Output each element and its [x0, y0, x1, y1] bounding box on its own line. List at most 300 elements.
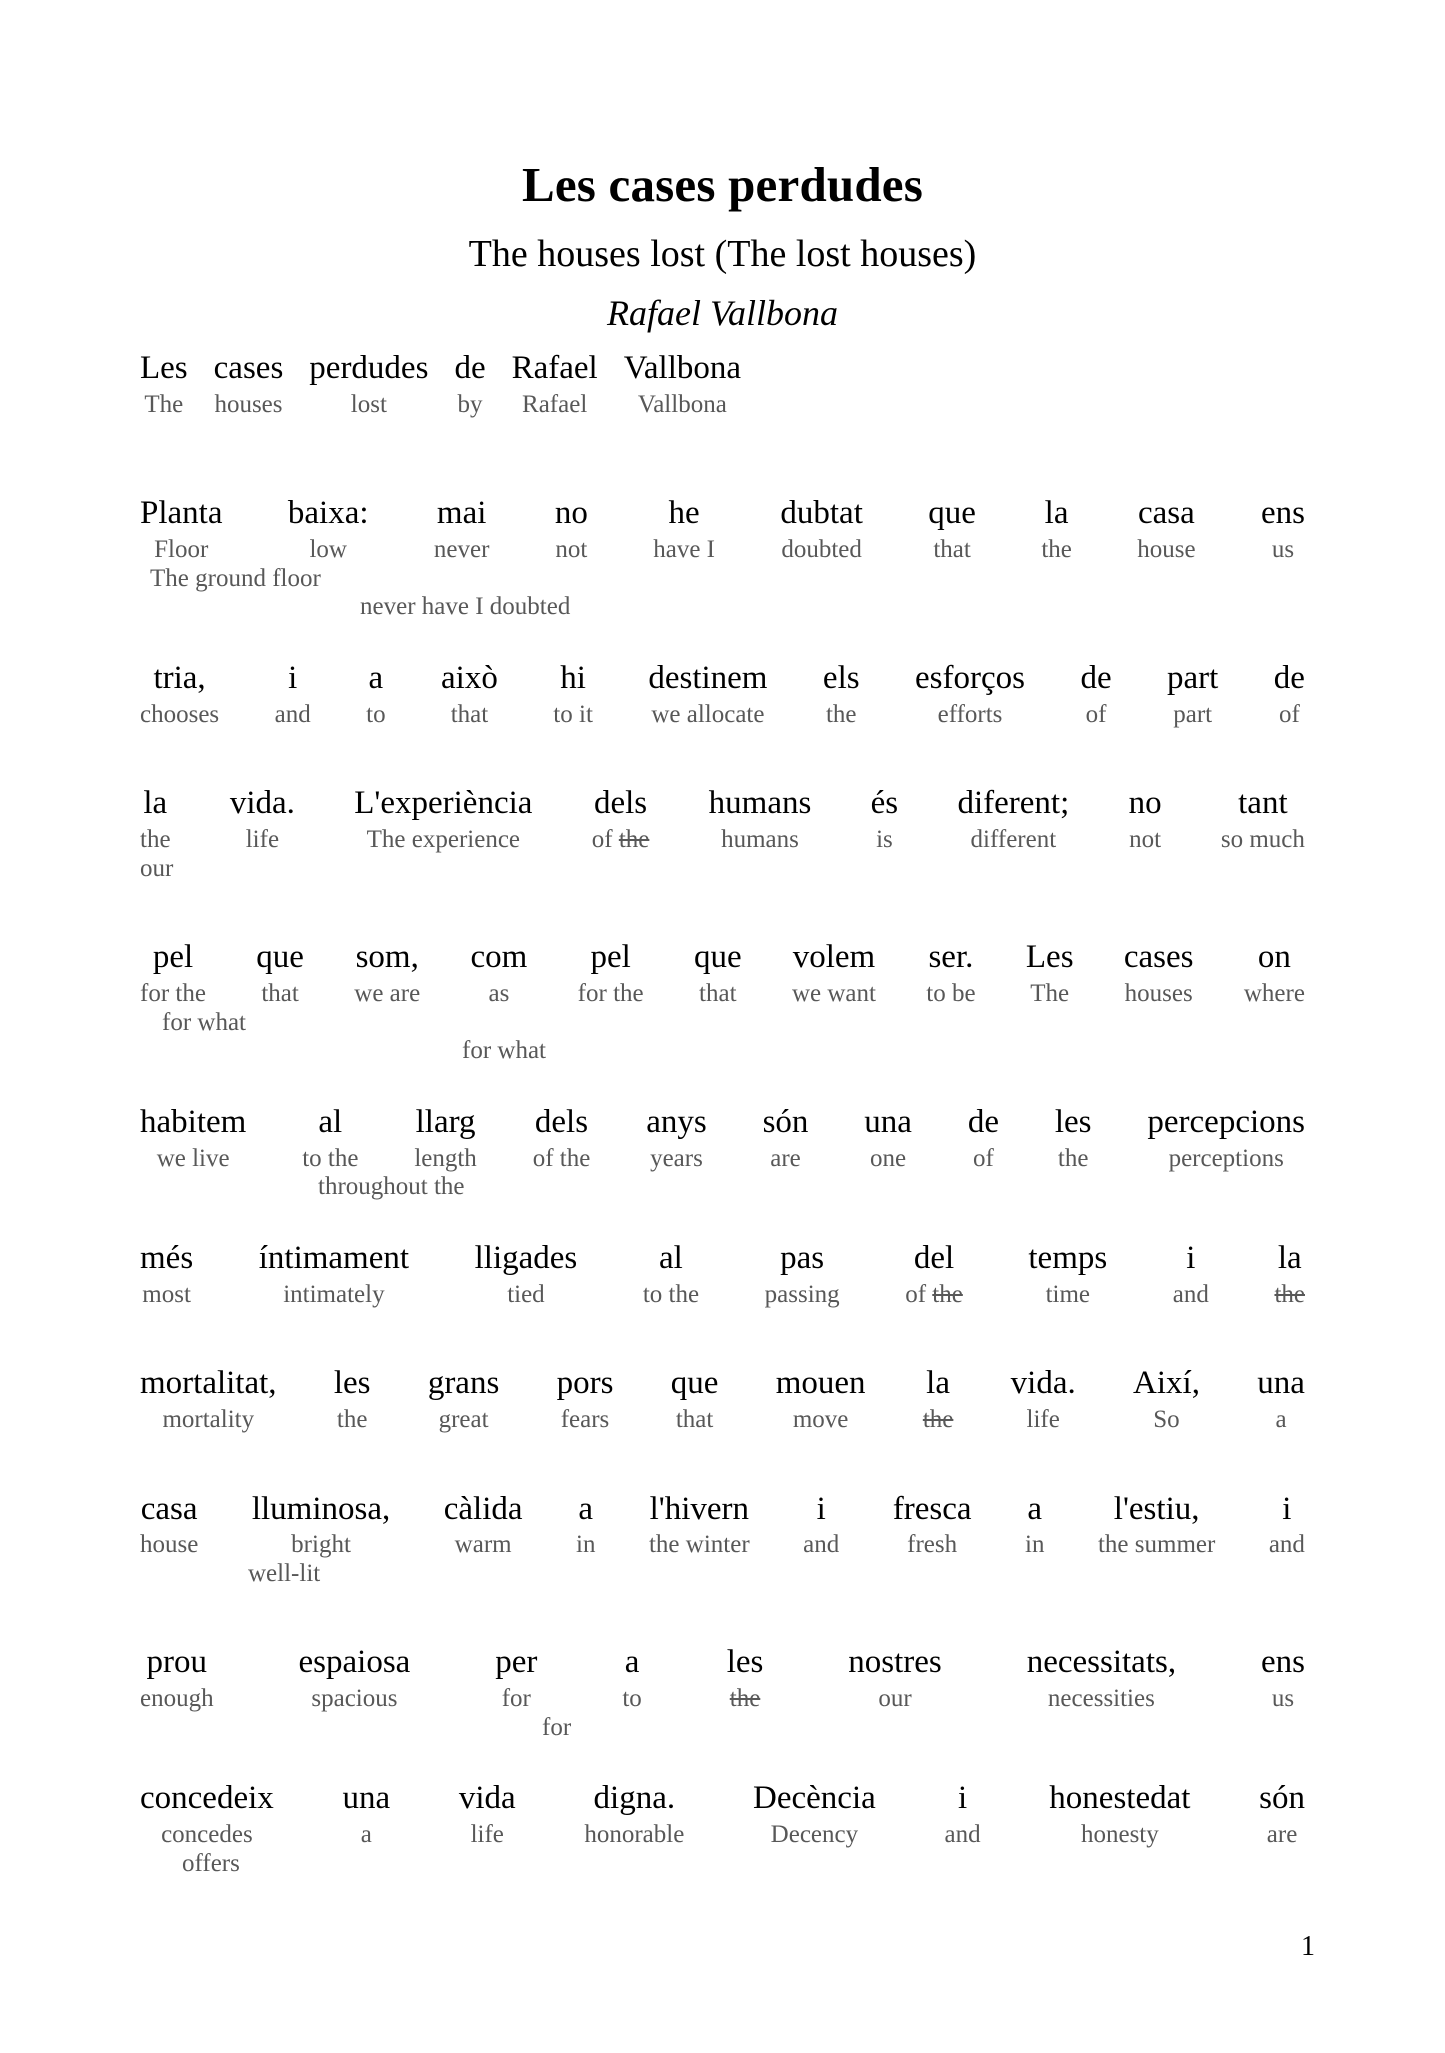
gloss-source-word: de — [454, 350, 486, 386]
gloss-target-word: us — [1271, 1685, 1295, 1713]
gloss-target-word: tied — [507, 1280, 545, 1308]
gloss-source-word: de — [967, 1103, 999, 1140]
gloss-alternate-row — [140, 564, 1305, 595]
gloss-target-word: the summer — [1097, 1531, 1216, 1559]
gloss-target-word: Vallbona — [637, 390, 727, 418]
gloss-source-word: que — [670, 1365, 719, 1402]
gloss-unit — [1025, 1490, 1044, 1561]
gloss-alternate-text: our — [140, 854, 174, 882]
gloss-source-word: Vallbona — [623, 350, 742, 386]
gloss-alternate-row — [140, 1008, 1305, 1039]
gloss-target-word: fresh — [907, 1531, 958, 1559]
gloss-block — [140, 784, 1305, 884]
gloss-line — [140, 1490, 1305, 1561]
gloss-block — [140, 1779, 1305, 1879]
gloss-target-word: the winter — [648, 1531, 750, 1559]
gloss-block — [140, 1239, 1305, 1310]
gloss-unit — [441, 659, 498, 730]
gloss-unit — [1041, 494, 1072, 565]
gloss-unit — [1028, 1239, 1107, 1310]
gloss-unit — [926, 938, 975, 1009]
gloss-target-word: houses — [1124, 980, 1193, 1008]
gloss-source-word: mouen — [775, 1365, 866, 1402]
gloss-unit — [140, 1643, 214, 1714]
gloss-alternate-row — [140, 1559, 1305, 1590]
gloss-target-word: house — [1137, 536, 1196, 564]
gloss-target-word: to the — [642, 1280, 700, 1308]
gloss-source-word: les — [333, 1365, 371, 1402]
gloss-unit — [646, 1103, 707, 1174]
gloss-unit — [1055, 1103, 1092, 1174]
gloss-block — [140, 349, 1305, 420]
gloss-source-word: prou — [146, 1644, 208, 1681]
gloss-alternate-spacer — [140, 1008, 162, 1039]
gloss-line — [140, 938, 1305, 1009]
gloss-source-word: esforços — [915, 659, 1025, 696]
gloss-source-word: ser. — [928, 939, 974, 976]
gloss-spacer — [140, 1310, 1305, 1346]
gloss-source-word: vida — [458, 1780, 516, 1817]
gloss-unit — [780, 494, 862, 565]
gloss-target-word — [923, 1405, 954, 1436]
gloss-unit — [776, 1364, 866, 1435]
gloss-source-word: que — [256, 939, 304, 976]
gloss-target-word: warm — [454, 1531, 512, 1559]
gloss-unit — [792, 938, 876, 1009]
gloss-unit — [299, 1643, 411, 1714]
gloss-line — [140, 494, 1305, 565]
gloss-target-word: spacious — [311, 1685, 398, 1713]
gloss-source-word: diferent; — [957, 785, 1070, 822]
gloss-unit — [475, 1239, 578, 1310]
gloss-source-word: Així, — [1133, 1365, 1200, 1402]
gloss-source-word: i — [288, 659, 298, 696]
gloss-target-word: and — [1268, 1531, 1305, 1559]
gloss-target-word: time — [1045, 1280, 1091, 1308]
gloss-line — [140, 659, 1305, 730]
gloss-unit — [354, 784, 532, 855]
gloss-alternate-text: for what — [462, 1037, 546, 1065]
gloss-line — [140, 784, 1305, 855]
gloss-target-word: The experience — [366, 826, 521, 854]
gloss-target-word: that — [261, 980, 299, 1008]
gloss-source-word: percepcions — [1147, 1103, 1305, 1140]
gloss-unit — [753, 1779, 876, 1850]
gloss-source-word: íntimament — [258, 1239, 410, 1276]
gloss-target-word: us — [1271, 536, 1295, 564]
gloss-target-word: that — [450, 700, 489, 728]
gloss-line — [140, 349, 1305, 420]
gloss-target-word: lost — [350, 390, 387, 418]
gloss-alternate-row — [140, 1036, 1305, 1067]
gloss-target-text: of — [591, 826, 619, 854]
gloss-unit — [648, 659, 767, 730]
gloss-target-word: is — [876, 826, 893, 854]
gloss-source-word: cases — [1123, 939, 1194, 976]
gloss-source-word: les — [726, 1644, 764, 1681]
gloss-line — [140, 1103, 1305, 1174]
gloss-target-word: necessities — [1047, 1685, 1155, 1713]
gloss-unit — [671, 1364, 719, 1435]
gloss-target-word: in — [1025, 1531, 1045, 1559]
gloss-target-word: and — [944, 1821, 981, 1849]
gloss-target-word: life — [1026, 1406, 1060, 1433]
gloss-unit — [1221, 784, 1305, 855]
gloss-unit — [512, 349, 598, 420]
gloss-target-word: the — [140, 826, 171, 854]
gloss-source-word: casa — [1138, 495, 1195, 532]
gloss-unit — [1269, 1490, 1305, 1561]
gloss-source-word: del — [913, 1239, 955, 1276]
gloss-spacer — [140, 884, 1305, 920]
gloss-unit — [354, 938, 420, 1009]
gloss-alternate-text: never have I doubted — [360, 593, 571, 621]
gloss-target-word: of the — [532, 1144, 591, 1172]
gloss-unit — [259, 1239, 409, 1310]
gloss-source-word: que — [928, 495, 976, 532]
interlinear-gloss-body — [140, 349, 1305, 1879]
gloss-spacer — [140, 1067, 1305, 1085]
gloss-target-word: life — [470, 1821, 504, 1849]
gloss-unit — [428, 1364, 499, 1435]
gloss-source-word: una — [342, 1780, 391, 1817]
gloss-target-struck-text: the — [932, 1280, 963, 1308]
gloss-target-word — [905, 1280, 963, 1311]
gloss-source-word: això — [441, 659, 498, 696]
gloss-source-word: pors — [556, 1365, 614, 1402]
gloss-unit — [923, 1364, 954, 1435]
gloss-alternate-text: The ground floor — [150, 564, 321, 592]
gloss-source-word: Les — [1025, 939, 1074, 976]
gloss-source-word: lluminosa, — [251, 1490, 391, 1527]
gloss-target-word: and — [274, 700, 311, 728]
gloss-target-word: in — [576, 1531, 596, 1559]
gloss-target-word: where — [1243, 980, 1305, 1008]
gloss-line — [140, 1239, 1305, 1310]
gloss-source-word: perdudes — [309, 350, 429, 386]
gloss-unit — [864, 1103, 912, 1174]
gloss-alternate-row — [140, 1849, 1305, 1880]
gloss-target-word: most — [142, 1280, 191, 1308]
gloss-target-word: as — [488, 980, 510, 1008]
gloss-unit — [140, 938, 206, 1009]
gloss-target-word: for the — [140, 980, 206, 1008]
gloss-source-word: i — [1282, 1490, 1292, 1527]
gloss-unit — [649, 1490, 750, 1561]
gloss-target-word: life — [245, 826, 280, 854]
gloss-source-word: volem — [792, 939, 876, 976]
gloss-unit — [214, 349, 284, 420]
gloss-target-word: that — [675, 1406, 714, 1433]
gloss-source-word: els — [822, 659, 860, 696]
gloss-unit — [471, 938, 528, 1009]
gloss-unit — [1133, 1364, 1200, 1435]
gloss-block — [140, 938, 1305, 1066]
gloss-target-text: of — [905, 1280, 933, 1308]
gloss-source-word: dubtat — [780, 495, 863, 532]
gloss-alternate-row — [140, 592, 1305, 623]
gloss-target-word: and — [1172, 1280, 1209, 1308]
gloss-target-word: not — [555, 536, 588, 564]
gloss-unit — [871, 784, 899, 855]
gloss-source-word: vida. — [1010, 1365, 1076, 1402]
gloss-source-word: l'estiu, — [1113, 1490, 1200, 1527]
gloss-target-word: Rafael — [522, 390, 588, 418]
gloss-target-word: one — [870, 1144, 907, 1172]
gloss-target-word: efforts — [937, 700, 1003, 728]
gloss-alternate-row — [140, 1713, 1305, 1744]
gloss-block — [140, 1103, 1305, 1203]
gloss-target-word: part — [1173, 700, 1213, 728]
page-number: 1 — [1301, 1931, 1315, 1962]
gloss-source-word: mai — [436, 495, 487, 532]
gloss-source-word: vida. — [229, 785, 295, 822]
gloss-target-word: so much — [1220, 826, 1305, 854]
gloss-target-word: concedes — [161, 1821, 253, 1849]
gloss-source-word: com — [470, 939, 528, 976]
gloss-source-word: on — [1257, 939, 1291, 976]
gloss-unit — [727, 1643, 764, 1714]
gloss-target-word: years — [650, 1144, 703, 1172]
gloss-target-word: not — [1129, 826, 1162, 854]
gloss-alternate-spacer — [140, 1036, 462, 1067]
gloss-spacer — [140, 420, 1305, 476]
gloss-unit — [1124, 938, 1194, 1009]
gloss-unit — [230, 784, 295, 855]
gloss-target-word: to — [622, 1685, 642, 1713]
gloss-unit — [553, 659, 593, 730]
gloss-target-word: a — [1275, 1406, 1287, 1433]
gloss-source-word: dels — [593, 785, 648, 822]
page-subtitle: The houses lost (The lost houses) — [468, 233, 977, 275]
gloss-source-word: a — [368, 659, 384, 696]
gloss-target-word: a — [360, 1821, 372, 1849]
gloss-source-word: una — [1257, 1365, 1305, 1402]
gloss-unit — [140, 494, 222, 565]
gloss-unit — [694, 938, 742, 1009]
gloss-unit — [928, 494, 976, 565]
gloss-target-word: we live — [156, 1144, 230, 1172]
gloss-source-word: les — [1054, 1103, 1092, 1140]
gloss-spacer — [140, 1436, 1305, 1472]
gloss-source-word: al — [318, 1103, 343, 1140]
gloss-unit — [454, 349, 485, 420]
gloss-source-word: la — [143, 785, 168, 822]
gloss-source-word: tria, — [153, 659, 206, 696]
gloss-unit — [622, 1643, 641, 1714]
gloss-target-word: the — [825, 700, 857, 728]
gloss-source-word: és — [870, 785, 899, 822]
gloss-unit — [1274, 659, 1305, 730]
gloss-unit — [1147, 1103, 1305, 1174]
gloss-unit — [848, 1643, 942, 1714]
gloss-target-word: passing — [764, 1280, 840, 1308]
gloss-unit — [140, 349, 188, 420]
gloss-target-word: to be — [926, 980, 976, 1008]
gloss-unit — [584, 1779, 684, 1850]
gloss-target-word: are — [770, 1144, 801, 1172]
gloss-unit — [434, 494, 490, 565]
gloss-target-word: have I — [653, 536, 715, 564]
gloss-unit — [252, 1490, 390, 1561]
gloss-unit — [140, 1239, 193, 1310]
gloss-unit — [763, 1103, 809, 1174]
gloss-target-word: different — [970, 826, 1057, 854]
gloss-source-word: baixa: — [287, 495, 369, 532]
gloss-target-word: that — [699, 980, 737, 1008]
gloss-unit — [1167, 659, 1218, 730]
gloss-unit — [342, 1779, 390, 1850]
gloss-unit — [459, 1779, 516, 1850]
gloss-spacer — [140, 1203, 1305, 1221]
gloss-alternate-spacer — [140, 1713, 542, 1744]
gloss-source-word: tant — [1238, 785, 1288, 822]
gloss-target-word: doubted — [781, 536, 862, 564]
gloss-source-word: llarg — [415, 1103, 476, 1140]
gloss-unit — [557, 1364, 614, 1435]
gloss-unit — [957, 784, 1069, 855]
gloss-source-word: de — [1080, 659, 1112, 696]
gloss-target-word: to — [366, 700, 386, 728]
gloss-target-word: houses — [214, 390, 283, 418]
gloss-source-word: pas — [780, 1239, 825, 1276]
gloss-target-struck-text: the — [618, 826, 650, 854]
gloss-source-word: la — [926, 1365, 950, 1402]
gloss-source-word: humans — [708, 785, 812, 822]
gloss-source-word: Decència — [753, 1780, 876, 1817]
gloss-source-word: a — [578, 1490, 594, 1527]
gloss-source-word: part — [1167, 659, 1219, 696]
gloss-source-word: honestedat — [1049, 1780, 1191, 1817]
gloss-target-word: honorable — [584, 1821, 685, 1849]
gloss-unit — [140, 1779, 274, 1850]
gloss-line — [140, 1779, 1305, 1850]
gloss-unit — [444, 1490, 523, 1561]
gloss-source-word: són — [762, 1103, 809, 1140]
gloss-alternate-text: for what — [162, 1008, 246, 1036]
gloss-target-word: enough — [140, 1685, 214, 1713]
gloss-source-word: a — [1027, 1490, 1043, 1527]
gloss-source-word: dels — [534, 1103, 589, 1140]
gloss-source-word: digna. — [593, 1780, 676, 1817]
gloss-source-word: de — [1273, 659, 1305, 696]
gloss-target-word: Decency — [770, 1821, 859, 1849]
gloss-unit — [1261, 1643, 1305, 1714]
gloss-target-word: to the — [302, 1144, 359, 1172]
gloss-unit — [643, 1239, 699, 1310]
gloss-target-word: for — [501, 1685, 531, 1713]
gloss-source-word: nostres — [848, 1644, 942, 1681]
gloss-target-word: to it — [553, 700, 593, 728]
gloss-source-word: cases — [213, 350, 284, 386]
gloss-unit — [334, 1364, 371, 1435]
gloss-target-word: length — [414, 1144, 477, 1172]
gloss-unit — [1244, 938, 1305, 1009]
gloss-target-word: are — [1266, 1821, 1298, 1849]
gloss-line — [140, 1643, 1305, 1714]
gloss-unit — [624, 349, 741, 420]
gloss-unit — [709, 784, 812, 855]
gloss-block — [140, 1364, 1305, 1435]
gloss-source-word: càlida — [443, 1490, 523, 1527]
gloss-source-word: casa — [140, 1490, 198, 1527]
gloss-line — [140, 1364, 1305, 1435]
gloss-unit — [893, 1490, 972, 1561]
gloss-alternate-row — [140, 854, 1305, 885]
gloss-block — [140, 1643, 1305, 1743]
gloss-source-word: que — [693, 939, 742, 976]
gloss-source-word: Les — [140, 350, 188, 386]
gloss-block — [140, 659, 1305, 730]
gloss-unit — [968, 1103, 999, 1174]
gloss-source-word: destinem — [648, 659, 768, 696]
gloss-target-word: the — [1057, 1144, 1089, 1172]
gloss-target-word: of — [972, 1144, 994, 1172]
gloss-unit — [944, 1779, 980, 1850]
gloss-source-word: ens — [1261, 1644, 1305, 1681]
gloss-source-word: Rafael — [511, 350, 598, 386]
gloss-target-word: great — [438, 1406, 489, 1433]
gloss-source-word: i — [1186, 1239, 1196, 1276]
gloss-source-word: pel — [152, 939, 194, 976]
gloss-unit — [803, 1490, 839, 1561]
gloss-source-word: anys — [646, 1103, 707, 1140]
gloss-unit — [653, 494, 715, 565]
gloss-unit — [275, 659, 311, 730]
gloss-source-word: L'experiència — [354, 785, 533, 822]
gloss-alternate-text: well-lit — [248, 1559, 321, 1587]
gloss-source-word: hi — [560, 659, 586, 696]
gloss-unit — [592, 784, 650, 855]
gloss-source-word: a — [624, 1644, 640, 1681]
gloss-target-word — [730, 1684, 761, 1715]
gloss-target-word: of — [1085, 700, 1107, 728]
gloss-target-word: honesty — [1080, 1821, 1159, 1849]
gloss-target-word: low — [309, 536, 347, 564]
gloss-source-word: fresca — [892, 1490, 972, 1527]
gloss-unit — [1274, 1239, 1305, 1310]
gloss-source-word: espaiosa — [298, 1644, 411, 1681]
gloss-unit — [288, 494, 369, 565]
gloss-source-word: la — [1044, 495, 1069, 532]
gloss-source-word: lligades — [474, 1239, 578, 1276]
gloss-target-word: house — [140, 1531, 199, 1559]
gloss-source-word: mortalitat, — [140, 1365, 277, 1402]
gloss-unit — [140, 1103, 246, 1174]
gloss-unit — [256, 938, 304, 1009]
gloss-target-word: move — [792, 1406, 849, 1433]
gloss-source-word: concedeix — [140, 1780, 274, 1817]
gloss-target-word: The — [144, 390, 184, 418]
gloss-target-struck-text: the — [922, 1406, 954, 1433]
gloss-block — [140, 494, 1305, 622]
gloss-unit — [1261, 494, 1305, 565]
gloss-source-word: temps — [1028, 1239, 1108, 1276]
gloss-target-word: that — [933, 536, 971, 564]
gloss-target-word: bright — [291, 1531, 351, 1559]
gloss-alternate-text: offers — [182, 1849, 240, 1877]
gloss-spacer — [140, 730, 1305, 766]
gloss-unit — [140, 1364, 277, 1435]
gloss-target-word: intimately — [283, 1280, 385, 1308]
gloss-target-word: the — [1041, 536, 1072, 564]
gloss-unit — [915, 659, 1025, 730]
gloss-source-word: grans — [427, 1365, 500, 1402]
gloss-target-word: we allocate — [651, 700, 765, 728]
gloss-unit — [765, 1239, 840, 1310]
gloss-unit — [414, 1103, 477, 1174]
gloss-source-word: més — [140, 1239, 194, 1276]
